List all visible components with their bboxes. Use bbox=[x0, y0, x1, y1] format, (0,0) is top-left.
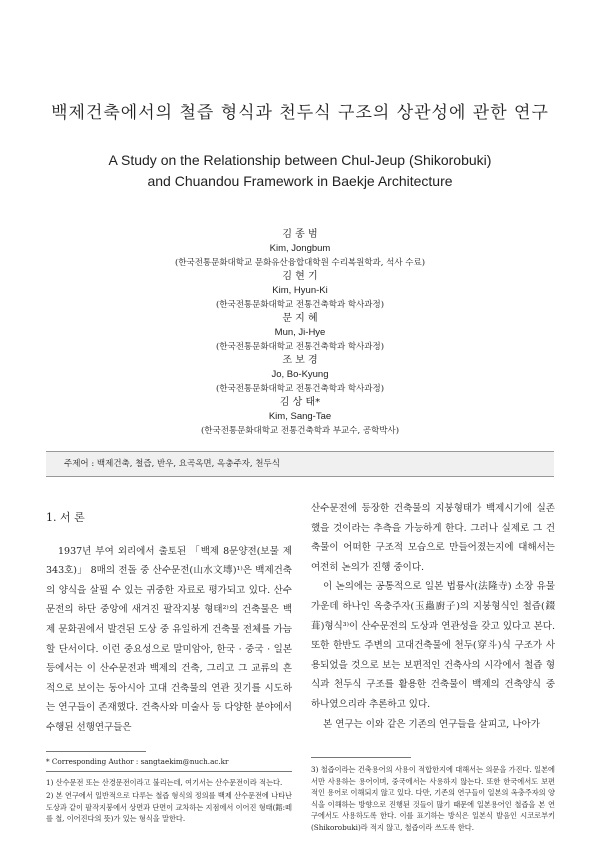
title-en-line-1: A Study on the Relationship between Chul-Jeup (Shikorobuki) bbox=[108, 152, 492, 168]
footnote-rule-left bbox=[46, 751, 146, 752]
author-name-korean: 김 현 기 bbox=[282, 271, 318, 282]
body-paragraph: 이 논의에는 공통적으로 일본 법륭사(法隆寺) 소장 유물 가운데 하나인 옥충주자(玉蟲廚子)의 지붕형식인 철즙(錣葺)형식³⁾이 산수문전의 도상과 연관성을 갖고 있다고 본다. 또한 한반도 주변의 고대건축물에 천두(穿斗)식 구조가 사용되었을 것으로 보는 보편적인 건축사의 시각에서 철즙 형식과 천두식 구조를 활용한 건축물이 백제의 건축양식 중 하나였으리라 추론하고 있다. bbox=[311, 581, 555, 710]
author-block bbox=[0, 228, 600, 270]
right-footnotes bbox=[311, 764, 555, 835]
author-name-english: Mun, Ji-Hye bbox=[274, 327, 326, 338]
body-paragraph: 1937년 부여 외리에서 출토된 「백제 8문양전(보물 제343호)」 8매의 전돌 중 산수문전(山水文塼)¹⁾은 백제건축의 양식을 살필 수 있는 귀중한 자료로 평가되고 있다. 산수문전의 하단 중앙에 새겨진 팔작지붕 형태²⁾의 건축물은 백제 문화권에서 발견된 도상 중 유일하게 건축물 전체를 가늠할 단서이다. 이런 중요성으로 말미암아, 한국 · 중국 · 일본 등에서는 이 산수문전과 백제의 건축, 그리고 그 교류의 흔적으로 보이는 동아시아 고대 건축물의 연관 짓기를 시도하는 연구들이 존재했다. 건축사와 미술사 등 다양한 분야에서 수행된 선행연구들은 bbox=[46, 545, 292, 733]
author-affiliation: (한국전통문화대학교 전통건축학과 학사과정) bbox=[215, 384, 385, 394]
author-name-english: Kim, Hyun-Ki bbox=[272, 285, 328, 296]
footnote-divider bbox=[46, 771, 292, 772]
author-block bbox=[0, 396, 600, 438]
left-column bbox=[46, 508, 292, 738]
footnote-rule-right bbox=[311, 757, 411, 758]
footnote: 2) 본 연구에서 일반적으로 다루는 철즙 형식의 정의를 백제 산수문전에 나타난 도상과 같이 팔작지붕에서 상면과 단면이 교차하는 지점에서 이어진 형태(鎔:떼를 철, 이어진다의 뜻)가 있는 형식을 말한다. bbox=[46, 791, 292, 823]
author-block bbox=[0, 270, 600, 312]
author-block bbox=[0, 312, 600, 354]
footnote: 3) 철즙이라는 건축용어의 사용이 적합한지에 대해서는 의문을 가진다. 일본에서만 사용하는 용어이며, 중국에서는 사용하지 않는다. 또한 한국에서도 보편적인 용어로 이해되지 않고 있다. 다만, 기존의 연구들이 일본의 옥충주자의 양식을 이해하는 방향으로 진행된 것들이 많기 때문에 일본용어인 철즙을 본 연구에서도 사용하도록 한다. 이를 표기하는 방식은 일본식 발음인 시코로부키(Shikorobuki)라 적지 않고, 철즙이라 쓰도록 한다. bbox=[311, 765, 555, 832]
author-name-korean: 문 지 혜 bbox=[282, 313, 318, 324]
paper-title-korean: 백제건축에서의 철즙 형식과 천두식 구조의 상관성에 관한 연구 bbox=[51, 103, 549, 123]
keywords-box bbox=[46, 451, 554, 477]
corresponding-author: * Corresponding Author : sangtaekim@nuch.ac.kr bbox=[46, 757, 229, 766]
author-affiliation: (한국전통문화대학교 전통건축학과 학사과정) bbox=[215, 300, 385, 310]
author-affiliation: (한국전통문화대학교 전통건축학과 부교수, 공학박사) bbox=[200, 426, 400, 436]
author-block bbox=[0, 354, 600, 396]
author-affiliation: (한국전통문화대학교 전통건축학과 학사과정) bbox=[215, 342, 385, 352]
author-affiliation: (한국전통문화대학교 문화유산융합대학원 수리복원학과, 석사 수료) bbox=[174, 258, 426, 268]
footnote: 1) 산수문전 또는 산경문전이라고 불리는데, 여기서는 산수문전이라 적는다. bbox=[46, 777, 283, 787]
title-en-line-2: and Chuandou Framework in Baekje Architecture bbox=[147, 173, 453, 189]
author-name-korean: 조 보 경 bbox=[282, 355, 318, 366]
author-name-korean: 김 상 태* bbox=[279, 397, 321, 408]
author-name-english: Kim, Jongbum bbox=[269, 243, 331, 254]
left-footnotes bbox=[46, 756, 292, 827]
author-name-korean: 김 종 범 bbox=[282, 229, 318, 240]
section-heading: 1. 서 론 bbox=[46, 511, 85, 524]
body-paragraph: 산수문전에 등장한 건축물의 지붕형태가 백제시기에 실존했을 것이라는 추측을 가능하게 한다. 그러나 실제로 그 건축물이 어떠한 구조적 모습으로 만들어졌는지에 대해서는 여전히 논의가 진행 중이다. bbox=[311, 503, 555, 573]
author-name-english: Kim, Sang-Tae bbox=[268, 411, 332, 422]
author-list bbox=[0, 228, 600, 438]
right-column bbox=[311, 499, 555, 734]
author-name-english: Jo, Bo-Kyung bbox=[271, 369, 329, 380]
paper-title-english bbox=[0, 150, 600, 192]
keywords-text: 주제어 : 백제건축, 철즙, 반우, 요곡옥면, 옥충주자, 천두식 bbox=[64, 459, 280, 469]
body-paragraph: 본 연구는 이와 같은 기존의 연구들을 살피고, 나아가 bbox=[323, 718, 540, 730]
